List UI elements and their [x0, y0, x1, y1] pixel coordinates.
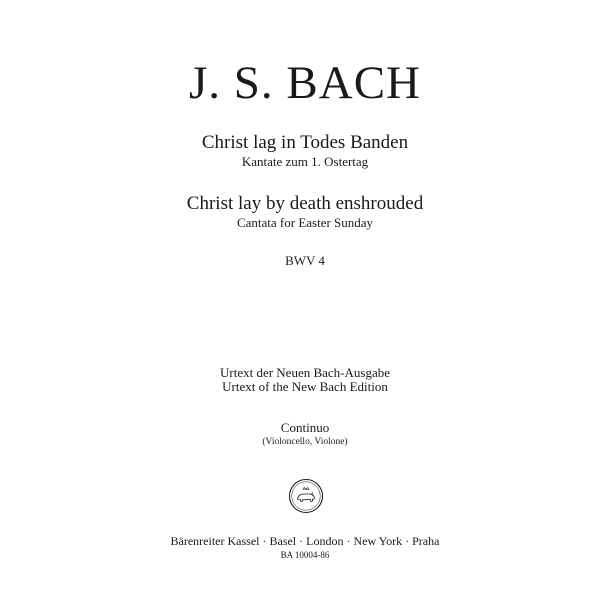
- publisher-imprint: Bärenreiter Kassel · Basel · London · New York · Praha: [170, 534, 440, 548]
- part-name: Continuo: [280, 420, 330, 435]
- work-subtitle-german: Kantate zum 1. Ostertag: [241, 154, 369, 169]
- edition-number: BA 10004-86: [280, 550, 330, 560]
- bwv-number: BWV 4: [285, 253, 325, 268]
- composer-name: J. S. BACH: [188, 57, 421, 109]
- barenreiter-bear-seal-icon: [288, 478, 324, 514]
- work-title-english: Christ lay by death enshrouded: [186, 193, 424, 214]
- work-title-german: Christ lag in Todes Banden: [201, 132, 409, 153]
- work-subtitle-english: Cantata for Easter Sunday: [236, 215, 374, 230]
- urtext-label-english: Urtext of the New Bach Edition: [222, 379, 388, 394]
- urtext-label-german: Urtext der Neuen Bach-Ausgabe: [219, 365, 390, 380]
- part-instruments: (Violoncello, Violone): [262, 437, 348, 447]
